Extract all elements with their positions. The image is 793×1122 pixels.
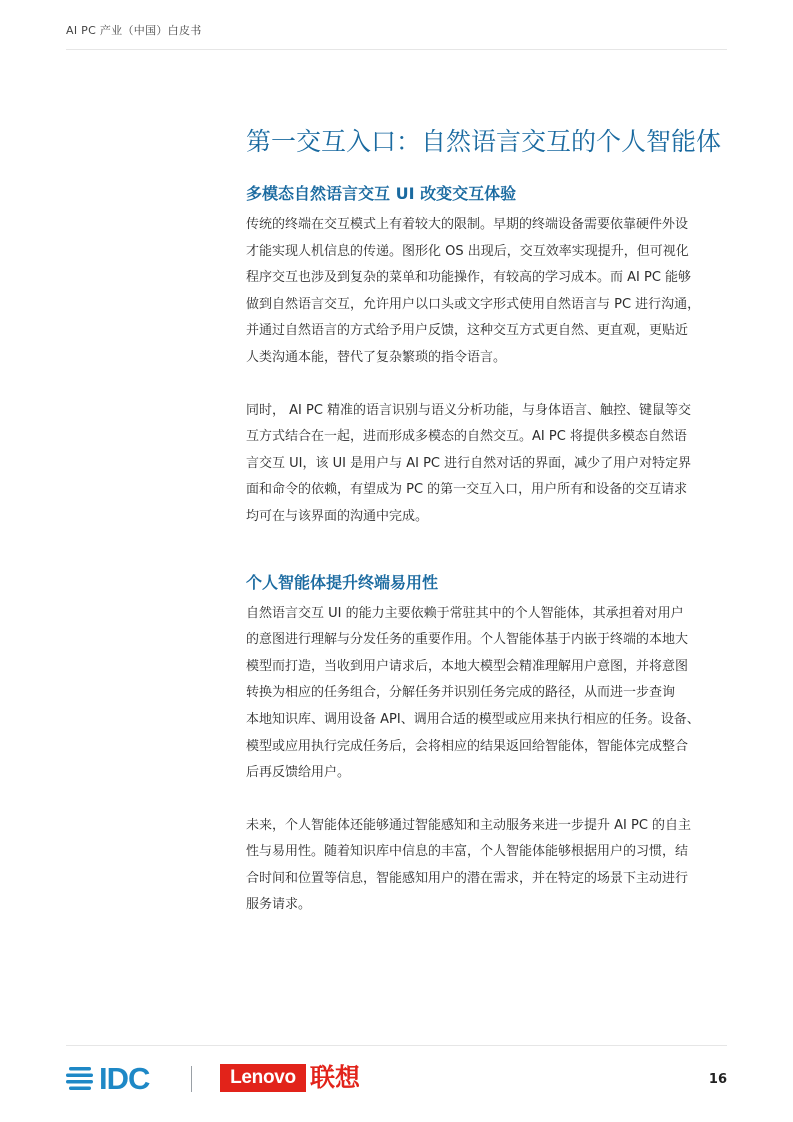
running-header: AI PC 产业（中国）白皮书 <box>66 24 202 37</box>
page-content <box>246 122 727 919</box>
section-heading-personal-agent: 个人智能体提升终端易用性 <box>246 572 439 592</box>
paragraph: 同时， AI PC 精准的语言识别与语义分析功能，与身体语言、触控、键鼠等交 互方式结合在一起，进而形成多模态的自然交互。AI PC 将提供多模态自然语 言交互 UI，该 UI 是用户与 AI PC 进行自然对话的界面，减少了用户对特定界 面和命令的依赖，有望成为 PC 的第一交互入口，用户所有和设备的交互请求 均可在与该界面的沟通中完成。 <box>246 402 692 524</box>
section-heading-multimodal-ui: 多模态自然语言交互 UI 改变交互体验 <box>246 184 517 203</box>
paragraph: 未来，个人智能体还能够通过智能感知和主动服务来进一步提升 AI PC 的自主 性与易用性。随着知识库中信息的丰富，个人智能体能够根据用户的习惯，结 合时间和位置等信息，智能感知用户的潜在需求，并在特定的场景下主动进行 服务请求。 <box>246 817 692 913</box>
paragraph: 自然语言交互 UI 的能力主要依赖于常驻其中的个人智能体，其承担着对用户 的意图进行理解与分发任务的重要作用。个人智能体基于内嵌于终端的本地大 模型而打造，当收到用户请求后，本地大模型会精准理解用户意图，并将意图 转换为相应的任务组合，分解任务并识别任务完成的路径，从而进一步查询 本地知识库、调用设备 API、调用合适的模型或应用来执行相应的任务。设备、 模型或应用执行完成任务后，会将相应的结果返回给智能体，智能体完成整合 后再反馈给用户。 <box>246 605 700 781</box>
lenovo-cn-logo: 联想 <box>310 1063 361 1092</box>
idc-globe-icon <box>66 1065 98 1093</box>
chapter-title: 第一交互入口：自然语言交互的个人智能体 <box>246 127 722 156</box>
idc-logo-text: IDC <box>99 1061 150 1096</box>
logo-divider <box>191 1066 192 1092</box>
footer-divider <box>66 1045 727 1046</box>
header-divider <box>66 49 727 50</box>
idc-logo <box>66 1062 166 1096</box>
lenovo-logo: Lenovo <box>220 1064 306 1092</box>
paragraph: 传统的终端在交互模式上有着较大的限制。早期的终端设备需要依靠硬件外设 才能实现人机信息的传递。图形化 OS 出现后，交互效率实现提升，但可视化 程序交互也涉及到复杂的菜单和功能操作，有较高的学习成本。而 AI PC 能够 做到自然语言交互，允许用户以口头或文字形式使用自然语言与 PC 进行沟通， 并通过自然语言的方式给予用户反馈，这种交互方式更自然、更直观，更贴近 人类沟通本能，替代了复杂繁琐的指令语言。 <box>246 217 701 365</box>
page-number: 16 <box>708 1072 727 1087</box>
